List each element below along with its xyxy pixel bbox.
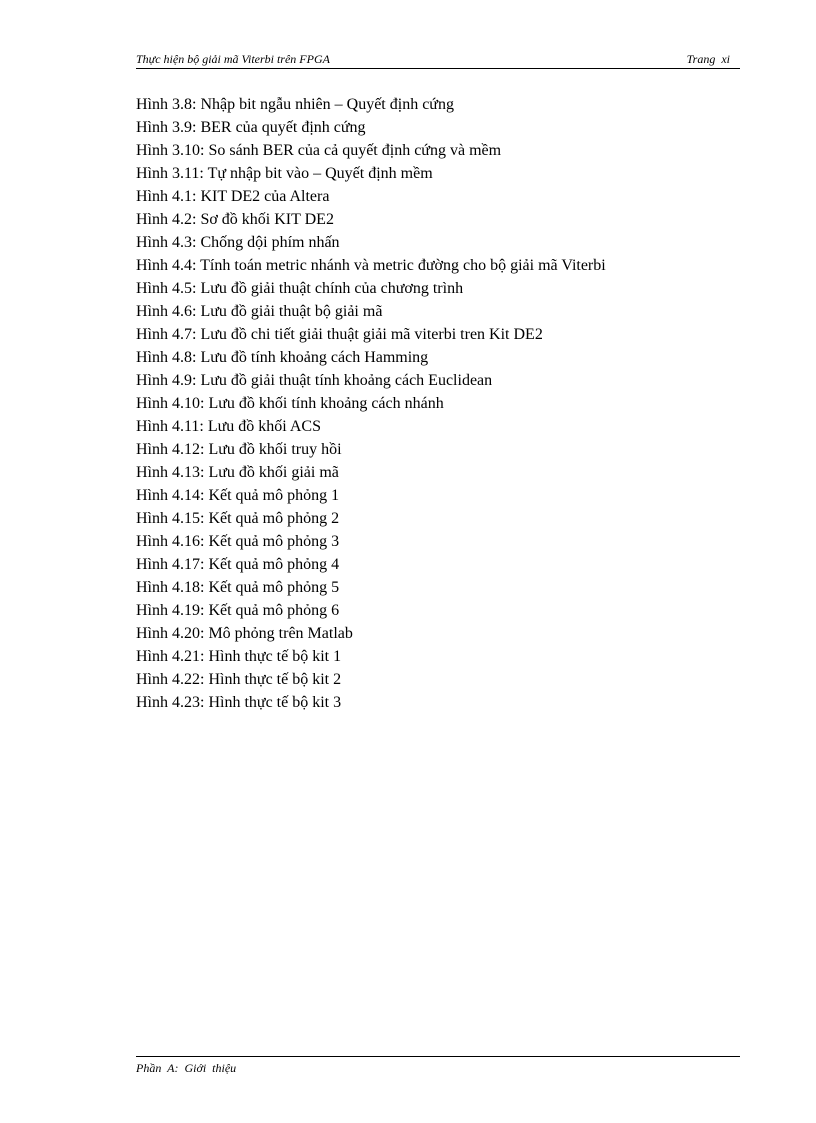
figure-list-item: Hình 4.10: Lưu đồ khối tính khoảng cách nhánh (136, 395, 444, 412)
figure-list-item: Hình 4.23: Hình thực tế bộ kit 3 (136, 694, 342, 711)
figure-list-item: Hình 4.17: Kết quả mô phỏng 4 (136, 556, 340, 573)
figure-list-item: Hình 4.20: Mô phỏng trên Matlab (136, 625, 353, 642)
figure-list-item: Hình 4.21: Hình thực tế bộ kit 1 (136, 648, 342, 665)
figure-list-item: Hình 4.2: Sơ đồ khối KIT DE2 (136, 211, 334, 228)
figure-list-item: Hình 4.11: Lưu đồ khối ACS (136, 418, 321, 435)
figure-list-item: Hình 4.6: Lưu đồ giải thuật bộ giải mã (136, 303, 383, 320)
figure-list-item: Hình 4.8: Lưu đồ tính khoảng cách Hamming (136, 349, 429, 366)
figure-list-item: Hình 4.19: Kết quả mô phỏng 6 (136, 602, 340, 619)
figure-list-item: Hình 4.16: Kết quả mô phỏng 3 (136, 533, 340, 550)
figure-list-item: Hình 4.15: Kết quả mô phỏng 2 (136, 510, 340, 527)
figure-list-item: Hình 4.1: KIT DE2 của Altera (136, 188, 330, 205)
figure-list-item: Hình 3.10: So sánh BER của cả quyết định cứng và mềm (136, 142, 502, 159)
figure-list-item: Hình 3.11: Tự nhập bit vào – Quyết định mềm (136, 165, 433, 182)
figure-list-item: Hình 4.3: Chống dội phím nhấn (136, 234, 340, 251)
figure-list-item: Hình 4.5: Lưu đồ giải thuật chính của chương trình (136, 280, 464, 297)
figure-list-item: Hình 4.4: Tính toán metric nhánh và metric đường cho bộ giải mã Viterbi (136, 257, 606, 274)
figure-list-item: Hình 3.9: BER của quyết định cứng (136, 119, 366, 136)
figure-list-item: Hình 4.18: Kết quả mô phỏng 5 (136, 579, 340, 596)
figure-list-item: Hình 4.9: Lưu đồ giải thuật tính khoảng cách Euclidean (136, 372, 493, 389)
figure-list-item: Hình 4.22: Hình thực tế bộ kit 2 (136, 671, 342, 688)
header-document-title: Thực hiện bộ giải mã Viterbi trên FPGA (136, 52, 330, 66)
page-footer (136, 1056, 740, 1076)
header-page-number: Trang xi (686, 52, 730, 66)
page-header (136, 50, 740, 69)
list-of-figures (136, 93, 606, 714)
figure-list-item: Hình 4.12: Lưu đồ khối truy hồi (136, 441, 342, 458)
figure-list-item: Hình 4.14: Kết quả mô phỏng 1 (136, 487, 340, 504)
figure-list-item: Hình 4.13: Lưu đồ khối giải mã (136, 464, 339, 481)
figure-list-item: Hình 4.7: Lưu đồ chi tiết giải thuật giải mã viterbi tren Kit DE2 (136, 326, 543, 343)
footer-section-label: Phần A: Giới thiệu (136, 1061, 237, 1075)
figure-list-item: Hình 3.8: Nhập bit ngẫu nhiên – Quyết định cứng (136, 96, 454, 113)
